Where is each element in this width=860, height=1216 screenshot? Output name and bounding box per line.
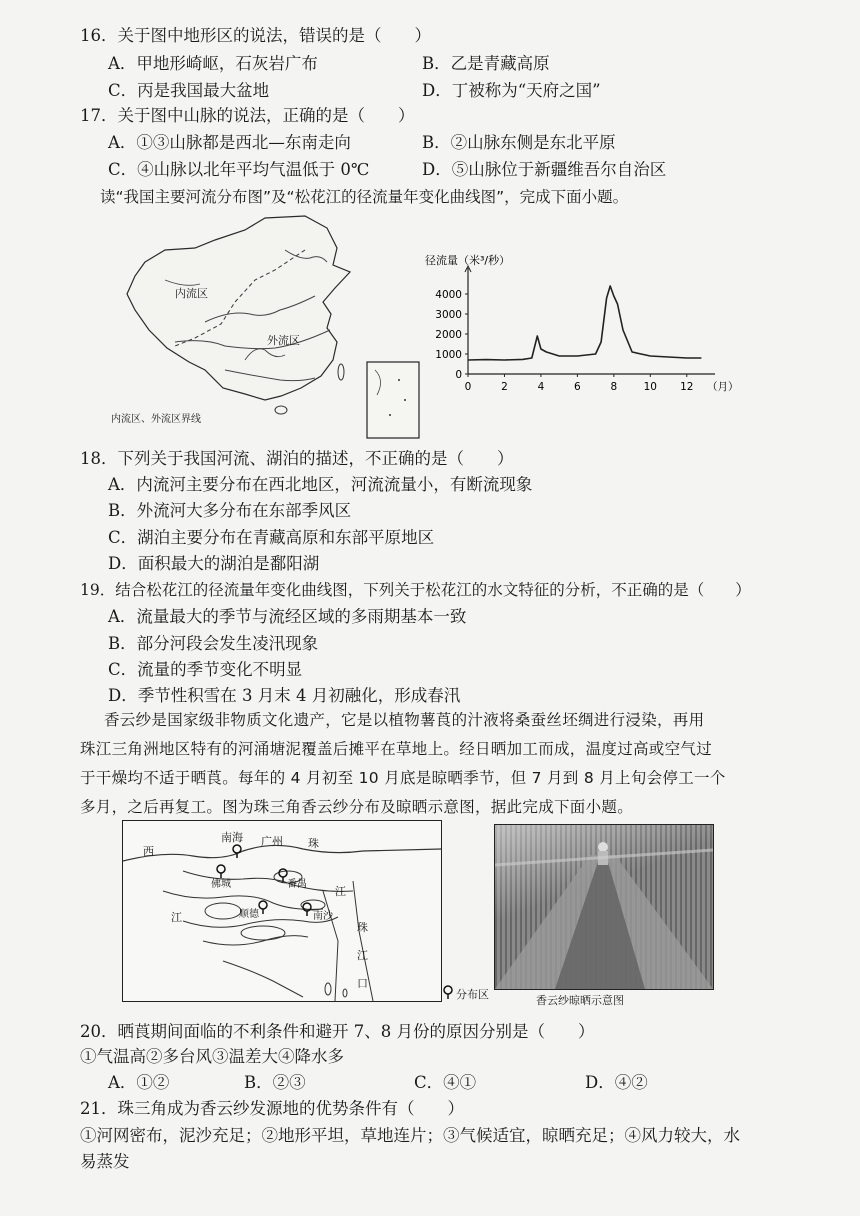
q17-option-d: D．⑤山脉位于新疆维吾尔自治区 bbox=[422, 160, 667, 179]
q19-option-b: B．部分河段会发生凌汛现象 bbox=[108, 634, 319, 653]
q18-option-d: D．面积最大的湖泊是鄱阳湖 bbox=[108, 554, 320, 573]
x-tick-label: 4 bbox=[537, 381, 545, 393]
q16-stem: 16．关于图中地形区的说法，错误的是（ ） bbox=[80, 26, 431, 45]
runoff-series-line bbox=[468, 286, 701, 360]
y-tick-label: 1000 bbox=[435, 349, 462, 361]
q17-option-c: C．④山脉以北年平均气温低于 0℃ bbox=[108, 160, 370, 179]
map-label-shunde: 顺德 bbox=[239, 909, 259, 920]
map-legend: 内流区、外流区界线 bbox=[111, 414, 201, 425]
map-label-jiang-right: 江 bbox=[335, 885, 346, 898]
passage-line-2: 珠江三角洲地区特有的河涌塘泥覆盖后摊平在草地上。经日晒加工而成，温度过高或空气过 bbox=[80, 740, 713, 758]
china-river-map bbox=[105, 210, 435, 442]
map-label-panyu: 番禺 bbox=[287, 879, 307, 890]
map-label-zhu: 珠 bbox=[308, 837, 319, 850]
map-legend-pin-icon bbox=[442, 985, 454, 1005]
q16-option-c: C．丙是我国最大盆地 bbox=[108, 81, 270, 100]
q18-option-a: A．内流河主要分布在西北地区，河流流量小，有断流现象 bbox=[108, 475, 533, 494]
passage-line-4: 多月，之后再复工。图为珠三角香云纱分布及晾晒示意图，据此完成下面小题。 bbox=[80, 798, 634, 816]
q18-option-c: C．湖泊主要分布在青藏高原和东部平原地区 bbox=[108, 528, 435, 547]
q21-stem: 21．珠三角成为香云纱发源地的优势条件有（ ） bbox=[80, 1099, 464, 1118]
map-label-mouth-3: 口 bbox=[357, 977, 368, 990]
x-axis-label: （月） bbox=[707, 381, 739, 393]
q16-option-d: D．丁被称为“天府之国” bbox=[422, 81, 601, 100]
y-tick-label: 3000 bbox=[435, 309, 462, 321]
q20-option-b: B．②③ bbox=[244, 1073, 306, 1092]
q19-option-d: D．季节性积雪在 3 月末 4 月初融化，形成春汛 bbox=[108, 686, 461, 705]
map-label-mouth-1: 珠 bbox=[357, 921, 368, 934]
q20-conditions: ①气温高②多台风③温差大④降水多 bbox=[80, 1047, 344, 1066]
x-tick-label: 6 bbox=[574, 381, 581, 393]
map-label-nanhai: 南海 bbox=[221, 831, 243, 844]
drying-photo bbox=[494, 824, 714, 990]
q19-option-a: A．流量最大的季节与流经区域的多雨期基本一致 bbox=[108, 607, 467, 626]
map-label-outer: 外流区 bbox=[267, 334, 300, 347]
map-label-shunde-city: 佛城 bbox=[211, 879, 231, 890]
delta-map-legend: 分布区 bbox=[456, 988, 489, 1001]
x-tick-label: 2 bbox=[501, 381, 508, 393]
map-label-inner: 内流区 bbox=[175, 287, 208, 300]
passage bbox=[80, 706, 770, 822]
y-tick-label: 0 bbox=[455, 369, 462, 381]
q17-option-a: A．①③山脉都是西北—东南走向 bbox=[108, 133, 351, 152]
map-label-jiang-left: 江 bbox=[171, 911, 182, 924]
map-label-mouth-2: 江 bbox=[357, 949, 368, 962]
q17-option-b: B．②山脉东侧是东北平原 bbox=[422, 133, 616, 152]
y-tick-label: 4000 bbox=[435, 289, 462, 301]
q18-option-b: B．外流河大多分布在东部季风区 bbox=[108, 501, 352, 520]
q19-stem: 19．结合松花江的径流量年变化曲线图，下列关于松花江的水文特征的分析，不正确的是（ ） bbox=[80, 581, 751, 599]
y-axis-label: 径流量（米³/秒） bbox=[425, 254, 511, 267]
q20-stem: 20．晒莨期间面临的不利条件和避开 7、8 月份的原因分别是（ ） bbox=[80, 1022, 595, 1041]
q18-stem: 18．下列关于我国河流、湖泊的描述，不正确的是（ ） bbox=[80, 449, 514, 468]
passage-line-1: 香云纱是国家级非物质文化遗产，它是以植物薯莨的汁液将桑蚕丝坯绸进行浸染，再用 bbox=[104, 711, 705, 729]
q16-option-a: A．甲地形崎岖，石灰岩广布 bbox=[108, 54, 318, 73]
x-tick-label: 8 bbox=[610, 381, 618, 393]
photo-caption: 香云纱晾晒示意图 bbox=[536, 994, 624, 1007]
q16-option-b: B．乙是青藏高原 bbox=[422, 54, 550, 73]
map-label-xi: 西 bbox=[143, 845, 154, 858]
pearl-delta-map bbox=[122, 820, 442, 1002]
x-tick-label: 0 bbox=[464, 381, 472, 393]
runoff-chart bbox=[420, 252, 740, 402]
intro-18: 读“我国主要河流分布图”及“松花江的径流量年变化曲线图”，完成下面小题。 bbox=[100, 188, 629, 206]
passage-line-3: 于干燥均不适于晒莨。每年的 4 月初至 10 月底是晾晒季节，但 7 月到 8 月上旬会停工一个 bbox=[80, 769, 726, 787]
map-label-guangzhou: 广州 bbox=[261, 835, 283, 848]
q21-conditions-2: 易蒸发 bbox=[80, 1152, 130, 1171]
q17-stem: 17．关于图中山脉的说法，正确的是（ ） bbox=[80, 106, 415, 125]
y-tick-label: 2000 bbox=[435, 329, 462, 341]
q20-option-c: C．④① bbox=[414, 1073, 477, 1092]
x-tick-label: 12 bbox=[680, 381, 694, 393]
q21-conditions-1: ①河网密布，泥沙充足；②地形平坦，草地连片；③气候适宜，晾晒充足；④风力较大，水 bbox=[80, 1126, 740, 1145]
q20-option-d: D．④② bbox=[585, 1073, 648, 1092]
q20-option-a: A．①② bbox=[108, 1073, 170, 1092]
q19-option-c: C．流量的季节变化不明显 bbox=[108, 660, 303, 679]
x-tick-label: 10 bbox=[643, 381, 657, 393]
map-label-nansha: 南沙 bbox=[313, 911, 333, 922]
